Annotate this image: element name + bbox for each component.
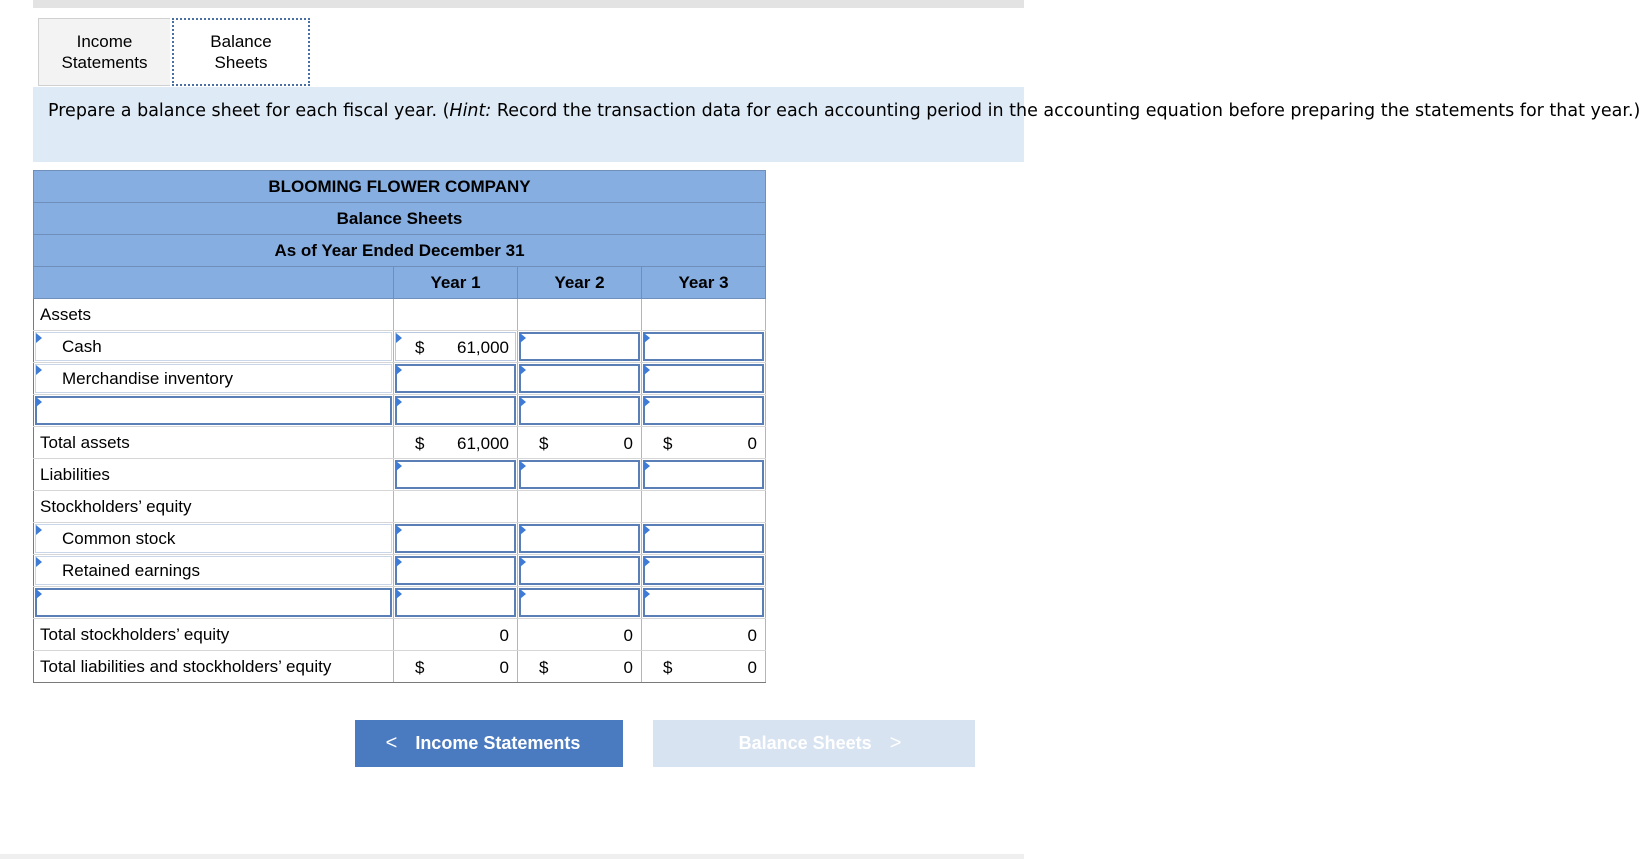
liabilities-year-1-input[interactable] [394,459,518,491]
retained-earnings-year-1-input[interactable] [394,555,518,587]
cash-year-1-value: 61,000 [457,338,509,357]
asset-blank-year-1-input[interactable] [394,395,518,427]
common-stock-year-1-input[interactable] [394,523,518,555]
common-stock-year-3-input[interactable] [642,523,766,555]
total-assets-year-3-value: 0 [747,434,757,453]
total-se-year-3 [642,619,766,651]
merch-year-2-input[interactable] [518,363,642,395]
asset-blank-year-2-input[interactable] [518,395,642,427]
equity-blank-year-1-input[interactable] [394,587,518,619]
currency-symbol: $ [415,658,425,677]
retained-earnings-year-2-input[interactable] [518,555,642,587]
year-2-header: Year 2 [518,267,642,299]
next-button-label: Balance Sheets [738,733,872,753]
cash-text: Cash [62,336,102,356]
liabilities-year-3-input[interactable] [642,459,766,491]
total-se-year-3-value: 0 [747,626,757,645]
total-assets-label: Total assets [34,427,394,459]
instruction-text: Prepare a balance sheet for each fiscal year. ( [48,101,450,121]
asset-blank-label-input[interactable] [34,395,394,427]
total-le-label: Total liabilities and stockholders’ equity [34,651,394,683]
tab-income-statements[interactable]: Income Statements [38,18,170,86]
tab-balance-sheets[interactable]: Balance Sheets [172,18,310,86]
total-le-year-2 [518,651,642,683]
instruction-text-cont: Record the transaction data for each accounting period in the accounting equation before preparing the statements for that year.) [491,101,1640,121]
chevron-left-icon: < [385,732,398,754]
total-le-year-2-value: 0 [623,658,633,677]
total-se-year-1-value: 0 [499,626,509,645]
header-blank [34,267,394,299]
total-le-year-1 [394,651,518,683]
prev-button-label: Income Statements [415,733,581,753]
company-name: BLOOMING FLOWER COMPANY [34,171,766,203]
assets-label: Assets [34,299,394,331]
total-se-year-1 [394,619,518,651]
total-le-year-3 [642,651,766,683]
cash-year-3-input[interactable] [642,331,766,363]
total-assets-year-3 [642,427,766,459]
year-3-header: Year 3 [642,267,766,299]
total-se-year-2-value: 0 [623,626,633,645]
total-assets-year-1-value: 61,000 [457,434,509,453]
currency-symbol: $ [415,338,425,357]
merch-text: Merchandise inventory [62,368,234,388]
cash-year-2-input[interactable] [518,331,642,363]
merch-year-3-input[interactable] [642,363,766,395]
liabilities-label: Liabilities [34,459,394,491]
bottom-strip [0,854,1024,859]
currency-symbol: $ [539,434,549,453]
balance-sheet-table [33,170,766,683]
common-stock-year-2-input[interactable] [518,523,642,555]
asset-blank-year-3-input[interactable] [642,395,766,427]
currency-symbol: $ [663,658,673,677]
common-stock-text: Common stock [62,528,176,548]
currency-symbol: $ [663,434,673,453]
merch-label [34,363,394,395]
cash-year-1 [394,331,518,363]
equity-blank-year-3-input[interactable] [642,587,766,619]
currency-symbol: $ [539,658,549,677]
currency-symbol: $ [415,434,425,453]
year-1-header: Year 1 [394,267,518,299]
retained-earnings-text: Retained earnings [62,560,200,580]
common-stock-label [34,523,394,555]
total-se-label: Total stockholders’ equity [34,619,394,651]
instructions-panel [33,87,1640,162]
merch-year-1-input[interactable] [394,363,518,395]
total-le-year-3-value: 0 [747,658,757,677]
date-line: As of Year Ended December 31 [34,235,766,267]
sheet-title: Balance Sheets [34,203,766,235]
prev-income-statements-button[interactable] [355,720,623,767]
total-se-year-2 [518,619,642,651]
hint-label: Hint: [449,101,492,121]
retained-earnings-year-3-input[interactable] [642,555,766,587]
total-le-year-1-value: 0 [499,658,509,677]
cash-label [34,331,394,363]
chevron-right-icon: > [889,732,902,754]
equity-blank-label-input[interactable] [34,587,394,619]
liabilities-year-2-input[interactable] [518,459,642,491]
total-assets-year-1 [394,427,518,459]
equity-blank-year-2-input[interactable] [518,587,642,619]
stockholders-equity-label: Stockholders’ equity [34,491,394,523]
retained-earnings-label [34,555,394,587]
total-assets-year-2-value: 0 [623,434,633,453]
next-balance-sheets-button [653,720,975,767]
total-assets-year-2 [518,427,642,459]
top-strip [33,0,1024,8]
